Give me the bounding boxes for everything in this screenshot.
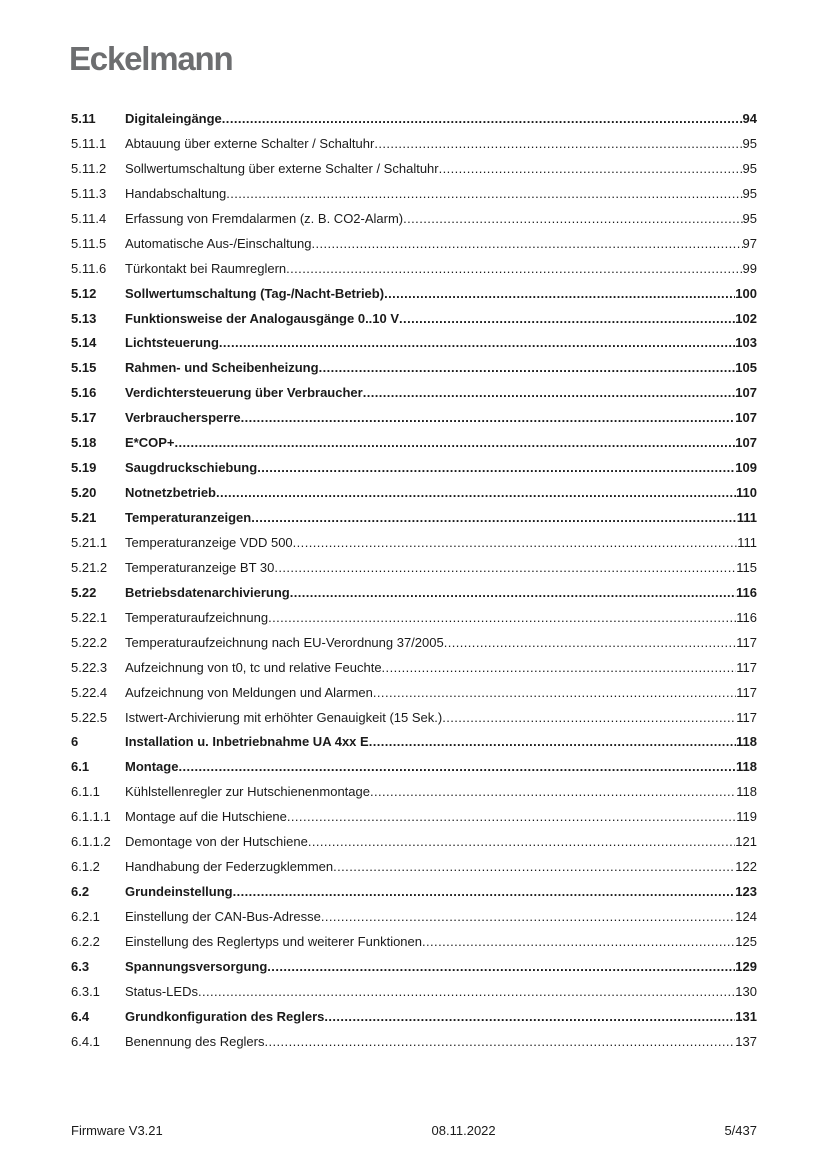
toc-entry-page: 118 — [736, 734, 757, 750]
toc-entry[interactable] — [71, 1033, 757, 1058]
toc-entry-number: 6.1.1.1 — [71, 809, 111, 825]
toc-entry[interactable] — [71, 609, 757, 634]
toc-entry-title-text: Verbrauchersperre — [125, 410, 241, 426]
toc-entry-page: 107 — [735, 435, 757, 451]
toc-entry[interactable] — [71, 384, 757, 409]
toc-entry-page: 117 — [736, 634, 757, 650]
toc-entry-number: 5.11 — [71, 111, 96, 126]
dot-leader — [175, 434, 736, 452]
toc-entry[interactable] — [71, 359, 757, 384]
toc-entry-title-text: Einstellung des Reglertyps und weiterer Funktionen — [125, 933, 423, 949]
toc-entry-number: 6.1.1.2 — [71, 834, 111, 850]
dot-leader — [442, 709, 736, 727]
eckelmann-logo: Eckelmann — [69, 40, 233, 77]
toc-entry-page: 117 — [736, 684, 757, 700]
toc-entry-title[interactable] — [125, 958, 735, 976]
toc-entry[interactable] — [71, 983, 757, 1008]
toc-entry-title-text: Digitaleingänge — [125, 111, 222, 126]
toc-entry-page: 117 — [736, 659, 757, 675]
toc-entry-page: 119 — [736, 809, 757, 825]
toc-entry-number: 6.1.1 — [71, 784, 100, 800]
toc-entry-page: 111 — [736, 510, 757, 525]
toc-entry-number: 5.11.1 — [71, 135, 107, 151]
toc-entry-number: 5.15 — [71, 360, 97, 376]
footer-page-number: 5/437 — [724, 1123, 757, 1138]
dot-leader — [219, 334, 735, 352]
toc-entry-title[interactable] — [125, 883, 735, 901]
toc-entry[interactable] — [71, 534, 757, 559]
toc-entry-title[interactable] — [125, 260, 743, 278]
dot-leader — [439, 160, 743, 178]
toc-entry[interactable] — [71, 709, 757, 734]
toc-entry-page: 103 — [735, 335, 757, 351]
dot-leader — [363, 384, 736, 402]
toc-entry-page: 117 — [736, 709, 757, 725]
dot-leader — [178, 758, 736, 776]
toc-entry[interactable] — [71, 409, 757, 434]
toc-entry[interactable] — [71, 285, 757, 310]
toc-entry-number: 5.12 — [71, 285, 97, 301]
toc-entry-number: 5.20 — [71, 485, 97, 501]
toc-entry-title[interactable] — [125, 783, 736, 801]
toc-entry-number: 6.4 — [71, 1008, 90, 1024]
toc-entry-page: 118 — [736, 784, 757, 800]
toc-entry-number: 5.22 — [71, 584, 97, 600]
toc-entry[interactable] — [71, 833, 757, 858]
toc-entry-title-text: E*COP+ — [125, 435, 175, 451]
dot-leader — [251, 509, 737, 527]
dot-leader — [293, 534, 738, 552]
toc-entry-title[interactable] — [125, 833, 735, 851]
toc-entry[interactable] — [71, 160, 757, 185]
toc-entry-number: 6.2 — [71, 884, 90, 900]
dot-leader — [399, 310, 735, 328]
toc-entry[interactable] — [71, 933, 757, 958]
toc-entry-number: 5.11.3 — [71, 185, 107, 201]
toc-entry-number: 5.13 — [71, 310, 97, 326]
toc-entry-title[interactable] — [125, 185, 743, 203]
toc-entry-page: 124 — [735, 909, 757, 924]
dot-leader — [311, 235, 742, 253]
toc-entry-title-text: Automatische Aus-/Einschaltung — [125, 235, 312, 251]
footer-date: 08.11.2022 — [431, 1123, 496, 1138]
toc-entry-page: 97 — [742, 235, 757, 251]
toc-entry-title-text: Erfassung von Fremdalarmen (z. B. CO2-Alarm) — [125, 210, 404, 226]
dot-leader — [324, 1008, 735, 1026]
toc-entry[interactable] — [71, 334, 757, 359]
toc-entry-title-text: Funktionsweise der Analogausgänge 0..10 V — [125, 310, 400, 326]
toc-entry[interactable] — [71, 733, 757, 758]
toc-entry-page: 95 — [742, 210, 757, 226]
toc-entry-number: 5.11.2 — [71, 160, 107, 176]
toc-entry-page: 102 — [735, 310, 757, 326]
toc-entry-page: 95 — [742, 135, 757, 151]
toc-entry-title-text: Grundkonfiguration des Reglers — [125, 1008, 325, 1024]
toc-entry-title-text: Kühlstellenregler zur Hutschienenmontage — [125, 784, 370, 800]
dot-leader — [290, 584, 736, 602]
toc-entry-page: 121 — [735, 834, 757, 850]
toc-entry-title-text: Rahmen- und Scheibenheizung — [125, 360, 319, 376]
toc-entry-title-text: Benennung des Reglers — [125, 1033, 265, 1049]
toc-entry-number: 5.21.1 — [71, 534, 108, 550]
toc-entry-title[interactable] — [125, 659, 736, 677]
toc-entry-title[interactable] — [125, 459, 735, 477]
toc-entry-title-text: Montage — [125, 759, 179, 775]
toc-entry-page: 131 — [735, 1008, 757, 1024]
toc-entry-title[interactable] — [125, 359, 735, 377]
toc-entry-page: 95 — [742, 160, 757, 176]
toc-entry[interactable] — [71, 659, 757, 684]
dot-leader — [422, 933, 735, 951]
toc-entry-number: 5.14 — [71, 335, 97, 351]
toc-entry-title[interactable] — [125, 559, 736, 577]
toc-entry-number: 5.11.5 — [71, 235, 107, 251]
toc-entry-number: 6.1 — [71, 759, 90, 775]
toc-entry-number: 5.11.6 — [71, 260, 107, 276]
toc-entry-title[interactable] — [125, 808, 736, 826]
toc-entry-title[interactable] — [125, 758, 736, 776]
dot-leader — [286, 260, 742, 278]
table-of-contents — [71, 110, 757, 1058]
toc-entry-number: 6.1.2 — [71, 859, 100, 875]
dot-leader — [226, 185, 742, 203]
toc-entry-title[interactable] — [125, 1008, 735, 1026]
toc-entry-title[interactable] — [125, 634, 736, 652]
dot-leader — [287, 808, 736, 826]
toc-entry-page: 115 — [736, 559, 757, 575]
dot-leader — [308, 833, 735, 851]
toc-entry[interactable] — [71, 260, 757, 285]
dot-leader — [370, 783, 736, 801]
toc-entry-number: 5.21.2 — [71, 559, 108, 575]
toc-entry-title[interactable] — [125, 334, 735, 352]
dot-leader — [321, 908, 735, 926]
dot-leader — [274, 559, 736, 577]
toc-entry-title[interactable] — [125, 434, 735, 452]
toc-entry-number: 6 — [71, 734, 79, 750]
toc-entry-title-text: Verdichtersteuerung über Verbraucher — [125, 385, 363, 401]
toc-entry-title-text: Temperaturanzeige BT 30 — [125, 559, 275, 575]
toc-entry-number: 6.3 — [71, 958, 90, 974]
toc-entry[interactable] — [71, 110, 757, 135]
toc-entry-title-text: Grundeinstellung — [125, 884, 233, 900]
toc-entry-title-text: Installation u. Inbetriebnahme UA 4xx E — [125, 734, 369, 750]
toc-entry-title[interactable] — [125, 908, 735, 926]
toc-entry-title[interactable] — [125, 409, 735, 427]
toc-entry-number: 6.4.1 — [71, 1033, 100, 1049]
toc-entry[interactable] — [71, 135, 757, 160]
toc-entry-title[interactable] — [125, 858, 735, 876]
dot-leader — [233, 883, 736, 901]
toc-entry-title[interactable] — [125, 160, 743, 178]
dot-leader — [257, 459, 735, 477]
toc-entry-number: 5.16 — [71, 385, 97, 401]
toc-entry[interactable] — [71, 185, 757, 210]
toc-entry-page: 129 — [735, 958, 757, 974]
toc-entry-page: 137 — [735, 1033, 757, 1049]
toc-entry-title-text: Türkontakt bei Raumreglern — [125, 260, 287, 276]
dot-leader — [384, 285, 735, 303]
dot-leader — [444, 634, 737, 652]
toc-entry-page: 123 — [735, 884, 757, 900]
toc-entry-page: 94 — [742, 111, 757, 126]
dot-leader — [369, 733, 736, 751]
toc-entry-page: 116 — [736, 609, 757, 625]
toc-entry[interactable] — [71, 808, 757, 833]
toc-entry-title-text: Montage auf die Hutschiene — [125, 809, 287, 825]
dot-leader — [382, 659, 737, 677]
toc-entry-title[interactable] — [125, 484, 736, 502]
toc-entry-title-text: Temperaturanzeige VDD 500 — [125, 534, 293, 550]
toc-entry-title[interactable] — [125, 709, 736, 727]
toc-entry-page: 110 — [736, 485, 757, 501]
toc-entry-title[interactable] — [125, 285, 735, 303]
toc-entry-page: 130 — [735, 983, 757, 999]
toc-entry-title-text: Handabschaltung — [125, 185, 227, 201]
page-footer — [71, 1123, 757, 1138]
toc-entry-title[interactable] — [125, 509, 737, 527]
toc-entry-title[interactable] — [125, 1033, 735, 1051]
toc-entry-title[interactable] — [125, 684, 736, 702]
toc-entry-number: 5.22.1 — [71, 609, 108, 625]
toc-entry-title-text: Temperaturaufzeichnung — [125, 609, 269, 625]
toc-entry-title[interactable] — [125, 210, 743, 228]
toc-entry-title-text: Temperaturaufzeichnung nach EU-Verordnung 37/2005 — [125, 634, 444, 650]
toc-entry-title[interactable] — [125, 534, 737, 552]
toc-entry-title-text: Notnetzbetrieb — [125, 485, 216, 501]
dot-leader — [265, 1033, 736, 1051]
toc-entry-number: 5.22.2 — [71, 634, 108, 650]
toc-entry-title-text: Einstellung der CAN-Bus-Adresse — [125, 909, 321, 924]
toc-entry[interactable] — [71, 310, 757, 335]
toc-entry-title[interactable] — [125, 584, 736, 602]
toc-entry-number: 6.3.1 — [71, 983, 100, 999]
dot-leader — [374, 135, 742, 153]
toc-entry[interactable] — [71, 210, 757, 235]
dot-leader — [198, 983, 735, 1001]
toc-entry[interactable] — [71, 584, 757, 609]
dot-leader — [319, 359, 736, 377]
toc-entry[interactable] — [71, 783, 757, 808]
toc-entry-number: 5.18 — [71, 435, 97, 451]
toc-entry-title[interactable] — [125, 110, 743, 128]
toc-entry-title-text: Demontage von der Hutschiene — [125, 834, 308, 850]
toc-entry-page: 105 — [735, 360, 757, 376]
toc-entry[interactable] — [71, 434, 757, 459]
toc-entry[interactable] — [71, 908, 757, 933]
toc-entry-title[interactable] — [125, 983, 735, 1001]
dot-leader — [222, 110, 743, 128]
toc-entry[interactable] — [71, 484, 757, 509]
toc-entry-title-text: Lichtsteuerung — [125, 335, 219, 351]
toc-entry-title[interactable] — [125, 135, 743, 153]
toc-entry-title[interactable] — [125, 310, 735, 328]
toc-entry-number: 5.19 — [71, 460, 97, 476]
toc-entry[interactable] — [71, 509, 757, 534]
toc-entry[interactable] — [71, 684, 757, 709]
dot-leader — [333, 858, 735, 876]
toc-entry-number: 5.11.4 — [71, 210, 107, 226]
dot-leader — [267, 958, 735, 976]
toc-entry-title-text: Aufzeichnung von Meldungen und Alarmen — [125, 684, 373, 700]
toc-entry-number: 5.21 — [71, 510, 97, 525]
toc-entry-title[interactable] — [125, 933, 735, 951]
toc-entry[interactable] — [71, 559, 757, 584]
toc-entry-number: 5.22.5 — [71, 709, 108, 725]
toc-entry-page: 122 — [735, 859, 757, 875]
toc-entry[interactable] — [71, 883, 757, 908]
toc-entry-number: 5.22.4 — [71, 684, 108, 700]
toc-entry-title[interactable] — [125, 733, 736, 751]
toc-entry-page: 111 — [737, 534, 757, 550]
toc-entry[interactable] — [71, 858, 757, 883]
dot-leader — [403, 210, 742, 228]
toc-entry-title-text: Temperaturanzeigen — [125, 510, 252, 525]
toc-entry[interactable] — [71, 459, 757, 484]
toc-entry-page: 107 — [735, 385, 757, 401]
toc-entry-title-text: Betriebsdatenarchivierung — [125, 584, 290, 600]
toc-entry-title-text: Spannungsversorgung — [125, 958, 268, 974]
toc-entry-title-text: Istwert-Archivierung mit erhöhter Genauigkeit (15 Sek.) — [125, 709, 443, 725]
toc-entry-page: 107 — [735, 410, 757, 426]
footer-firmware: Firmware V3.21 — [71, 1123, 163, 1138]
toc-entry-title-text: Abtauung über externe Schalter / Schaltuhr — [125, 135, 375, 151]
toc-entry-number: 5.17 — [71, 410, 97, 426]
toc-entry-page: 100 — [735, 285, 757, 301]
dot-leader — [241, 409, 736, 427]
dot-leader — [268, 609, 736, 627]
toc-entry-page: 109 — [735, 460, 757, 476]
toc-entry[interactable] — [71, 634, 757, 659]
toc-entry-number: 5.22.3 — [71, 659, 108, 675]
toc-entry-title-text: Saugdruckschiebung — [125, 460, 258, 476]
toc-entry-number: 6.2.1 — [71, 909, 100, 924]
toc-entry-number: 6.2.2 — [71, 933, 100, 949]
toc-entry[interactable] — [71, 758, 757, 783]
toc-entry-title[interactable] — [125, 609, 736, 627]
toc-entry-title-text: Handhabung der Federzugklemmen — [125, 859, 334, 875]
toc-entry-page: 118 — [736, 759, 757, 775]
toc-entry-title[interactable] — [125, 384, 735, 402]
dot-leader — [373, 684, 736, 702]
toc-entry-title[interactable] — [125, 235, 743, 253]
toc-entry-page: 99 — [742, 260, 757, 276]
toc-entry-page: 95 — [742, 185, 757, 201]
toc-entry-page: 116 — [736, 584, 757, 600]
dot-leader — [216, 484, 736, 502]
toc-entry[interactable] — [71, 1008, 757, 1033]
toc-entry[interactable] — [71, 958, 757, 983]
toc-entry[interactable] — [71, 235, 757, 260]
toc-entry-title-text: Status-LEDs — [125, 983, 198, 999]
toc-entry-title-text: Sollwertumschaltung (Tag-/Nacht-Betrieb) — [125, 285, 385, 301]
toc-entry-title-text: Aufzeichnung von t0, tc und relative Feuchte — [125, 659, 382, 675]
toc-entry-page: 125 — [735, 933, 757, 949]
toc-entry-title-text: Sollwertumschaltung über externe Schalter / Schaltuhr — [125, 160, 439, 176]
